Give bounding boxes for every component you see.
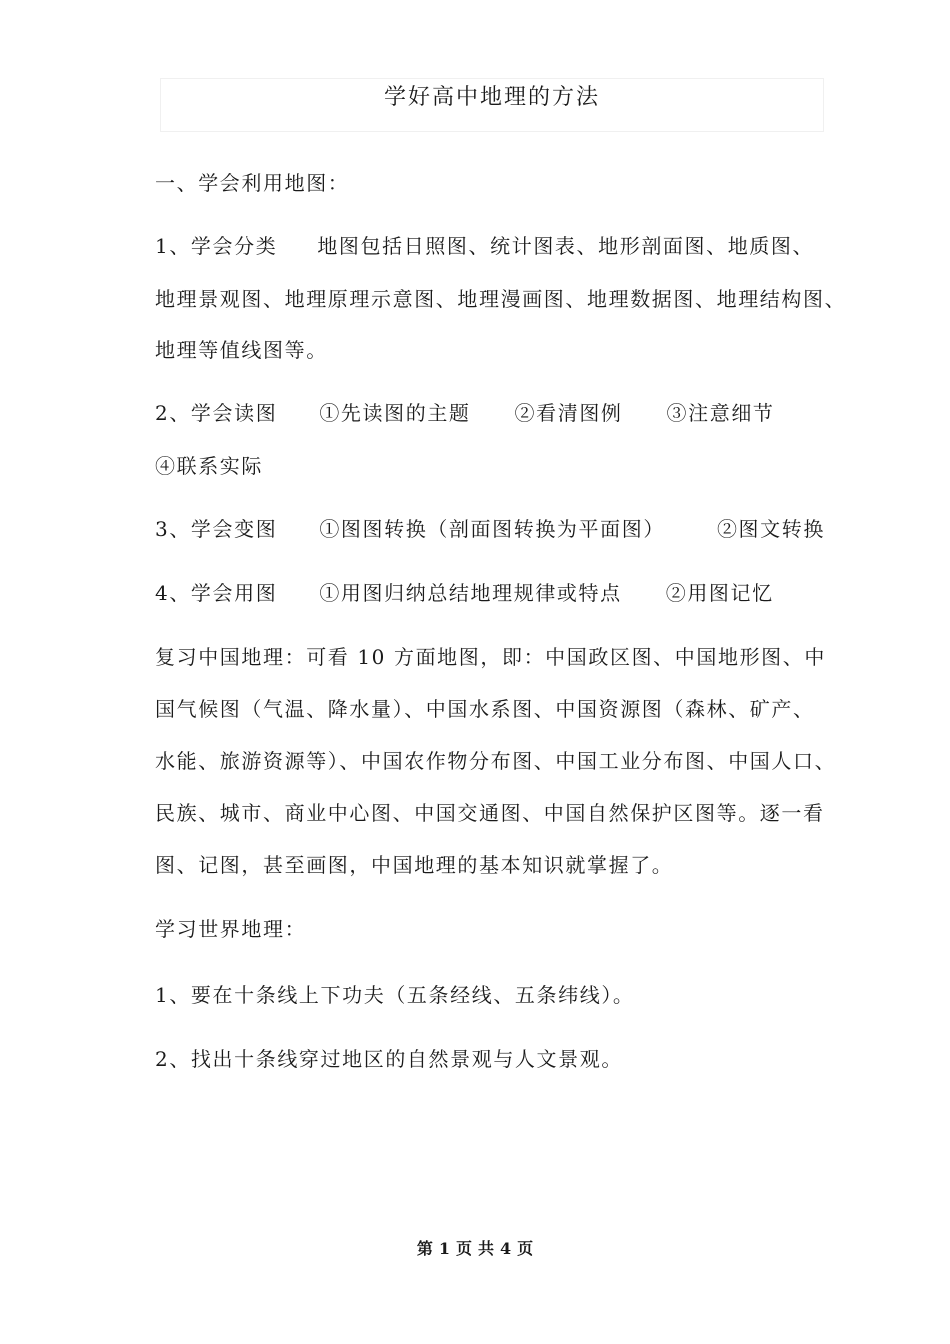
china-paragraph-line-4: 民族、城市、商业中心图、中国交通图、中国自然保护区图等。逐一看 [155, 801, 825, 825]
world-item-2: 2、找出十条线穿过地区的自然景观与人文景观。 [155, 1047, 623, 1071]
page-title: 学好高中地理的方法 [383, 85, 600, 110]
item-label-read: 2、学会读图 [155, 401, 278, 425]
page-footer [0, 1236, 950, 1262]
read-point-4: ④联系实际 [155, 454, 263, 478]
footer-di: 第 [416, 1239, 433, 1258]
transform-point-2: ②图文转换 [716, 517, 825, 541]
china-paragraph-line-2: 国气候图（气温、降水量）、中国水系图、中国资源图（森林、矿产、 [155, 697, 815, 721]
item-label-classify: 1、学会分类 [155, 234, 278, 258]
item-label-use: 4、学会用图 [155, 581, 278, 605]
paragraph-classify-line-3: 地理等值线图等。 [155, 338, 328, 362]
world-item-1: 1、要在十条线上下功夫（五条经线、五条纬线）。 [155, 983, 635, 1007]
paragraph-classify-line-2: 地理景观图、地理原理示意图、地理漫画图、地理数据图、地理结构图、 [155, 287, 847, 311]
paragraph-use [155, 578, 774, 608]
china-paragraph-line-5: 图、记图，甚至画图，中国地理的基本知识就掌握了。 [155, 853, 674, 877]
read-point-1: ①先读图的主题 [319, 401, 471, 425]
footer-total-pages: 4 [500, 1239, 512, 1258]
use-point-1: ①用图归纳总结地理规律或特点 [319, 581, 622, 605]
paragraph-classify-line-1 [155, 231, 814, 261]
item-label-transform: 3、学会变图 [155, 517, 278, 541]
footer-ye: 页 [455, 1239, 472, 1258]
item-text-classify: 地图包括日照图、统计图表、地形剖面图、地质图、 [317, 234, 815, 258]
china-paragraph-line-1: 复习中国地理：可看 10 方面地图，即：中国政区图、中国地形图、中 [155, 645, 826, 669]
section-heading-maps: 一、学会利用地图： [155, 171, 350, 195]
use-point-2: ②用图记忆 [665, 581, 774, 605]
transform-point-1: ①图图转换（剖面图转换为平面图） [319, 517, 665, 541]
read-point-2: ②看清图例 [514, 401, 623, 425]
paragraph-read-line-1 [155, 398, 775, 428]
china-paragraph-line-3: 水能、旅游资源等）、中国农作物分布图、中国工业分布图、中国人口、 [155, 749, 837, 773]
footer-page-number: 1 [438, 1239, 450, 1258]
footer-gong: 共 [478, 1239, 495, 1258]
paragraph-transform [155, 514, 825, 544]
footer-ye-2: 页 [517, 1239, 534, 1258]
read-point-3: ③注意细节 [666, 401, 775, 425]
section-heading-world: 学习世界地理： [155, 917, 307, 941]
